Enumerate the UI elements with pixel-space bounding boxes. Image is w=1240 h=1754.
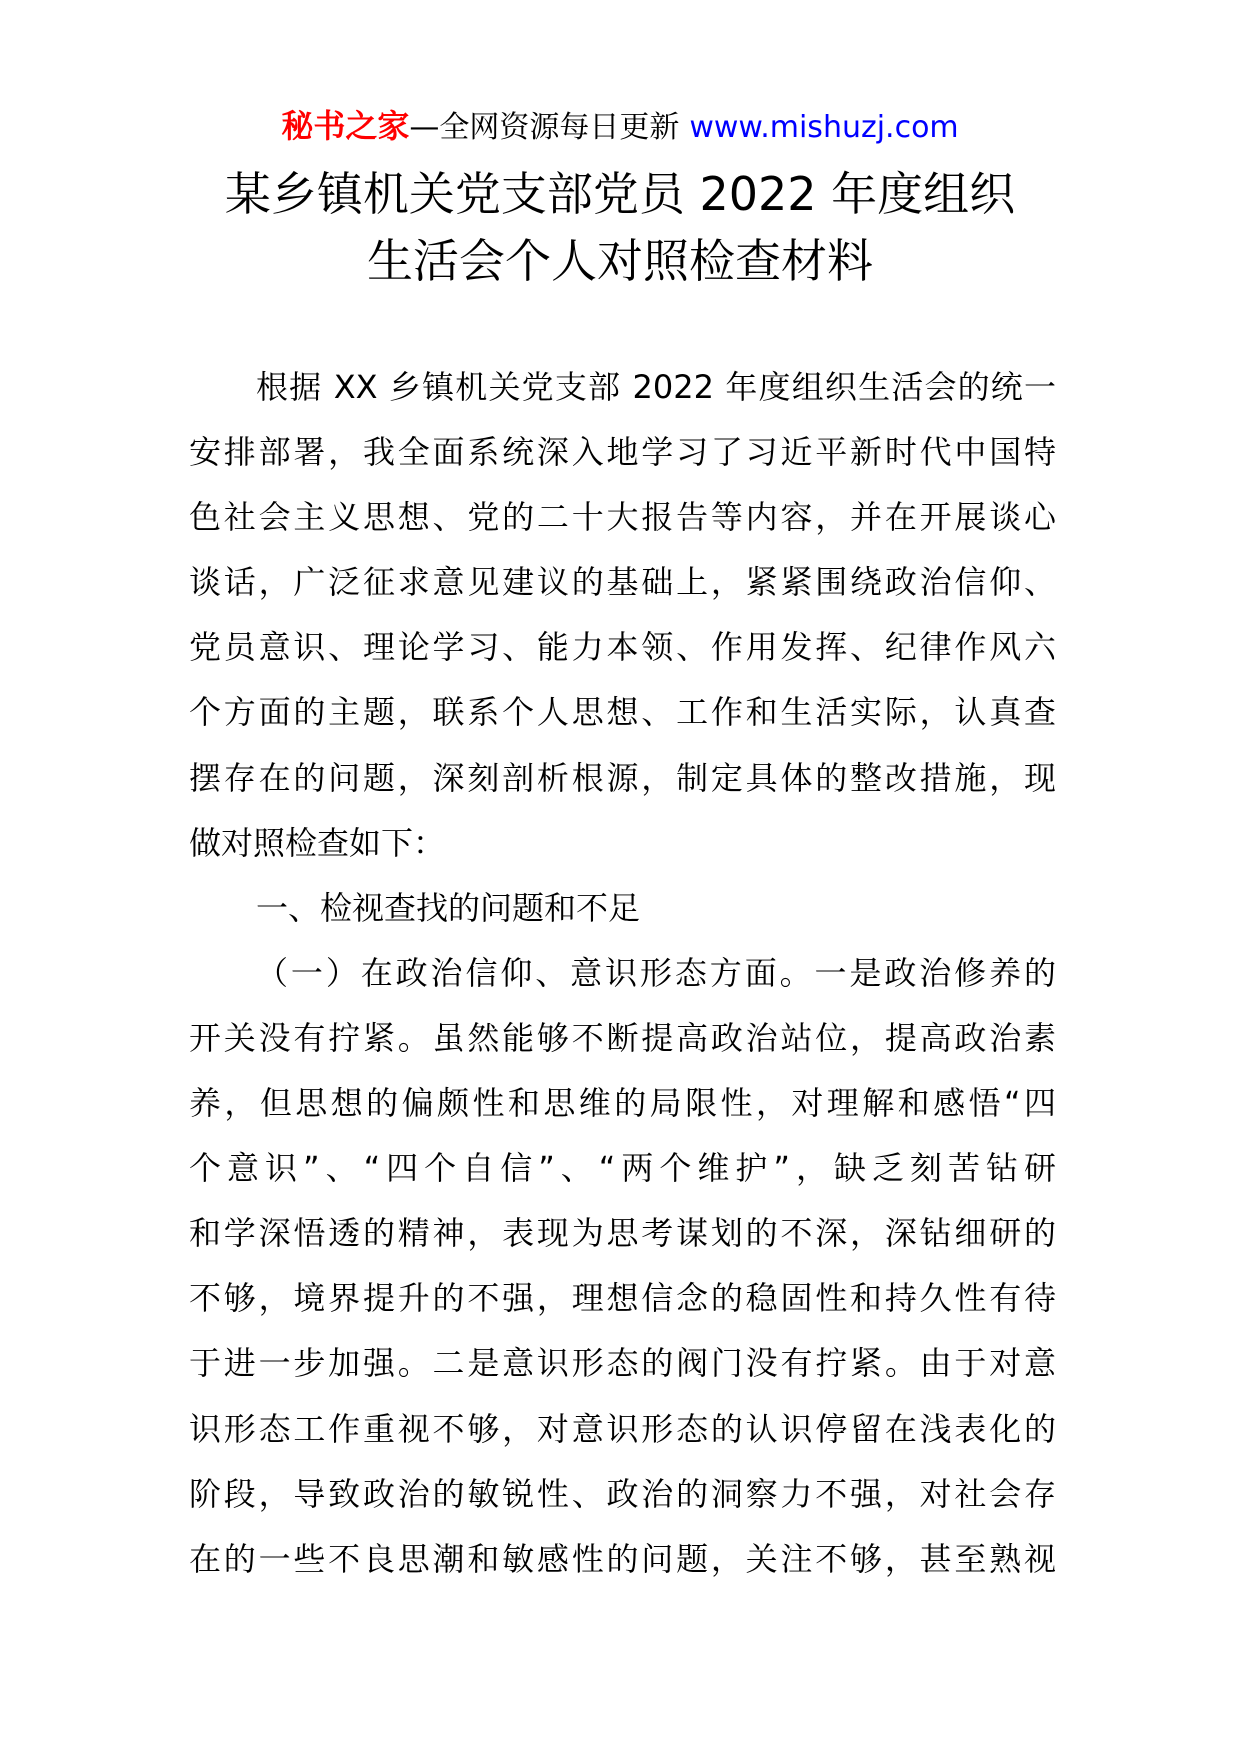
section-heading: 一、检视查找的问题和不足	[256, 888, 641, 927]
document-title	[0, 161, 1240, 295]
paragraph-line: 开关没有拧紧。虽然能够不断提高政治站位，提高政治素	[189, 1018, 1056, 1057]
title-line: 某乡镇机关党支部党员 2022 年度组织	[224, 167, 1016, 221]
site-tagline: —全网资源每日更新	[409, 110, 680, 145]
site-brand: 秘书之家	[281, 107, 410, 145]
paragraph-line: 做对照检查如下：	[189, 823, 446, 862]
paragraph-line: 安排部署，我全面系统深入地学习了习近平新时代中国特	[189, 433, 1056, 472]
paragraph-line: （一）在政治信仰、意识形态方面。一是政治修养的	[256, 953, 1056, 992]
paragraph-line: 个方面的主题，联系个人思想、工作和生活实际，认真查	[189, 693, 1056, 732]
document-body	[189, 355, 1056, 1592]
paragraph-line: 党员意识、理论学习、能力本领、作用发挥、纪律作风六	[189, 628, 1056, 667]
paragraph-line: 识形态工作重视不够，对意识形态的认识停留在浅表化的	[189, 1409, 1056, 1448]
paragraph-line: 不够，境界提升的不强，理想信念的稳固性和持久性有待	[189, 1279, 1056, 1318]
paragraph-line: 色社会主义思想、党的二十大报告等内容，并在开展谈心	[189, 498, 1056, 537]
title-line: 生活会个人对照检查材料	[367, 234, 873, 288]
paragraph-line: 谈话，广泛征求意见建议的基础上，紧紧围绕政治信仰、	[189, 563, 1056, 602]
site-header	[0, 106, 1240, 146]
paragraph-line: 根据 XX 乡镇机关党支部 2022 年度组织生活会的统一	[256, 368, 1056, 406]
site-url-link[interactable]: www.mishuzj.com	[689, 110, 959, 145]
paragraph-line: 阶段，导致政治的敏锐性、政治的洞察力不强，对社会存	[189, 1474, 1056, 1513]
intro-paragraph	[189, 355, 1056, 876]
paragraph-line: 养，但思想的偏颇性和思维的局限性，对理解和感悟“四	[189, 1084, 1056, 1123]
paragraph-line: 和学深悟透的精神，表现为思考谋划的不深，深钻细研的	[189, 1214, 1056, 1253]
paragraph-line: 摆存在的问题，深刻剖析根源，制定具体的整改措施，现	[189, 758, 1056, 797]
paragraph-line: 于进一步加强。二是意识形态的阀门没有拧紧。由于对意	[189, 1344, 1056, 1383]
paragraph-line: 个意识”、“四个自信”、“两个维护”，缺乏刻苦钻研	[189, 1149, 1056, 1188]
paragraph-line: 在的一些不良思潮和敏感性的问题，关注不够，甚至熟视	[189, 1539, 1056, 1578]
section-1-paragraph	[189, 941, 1056, 1592]
